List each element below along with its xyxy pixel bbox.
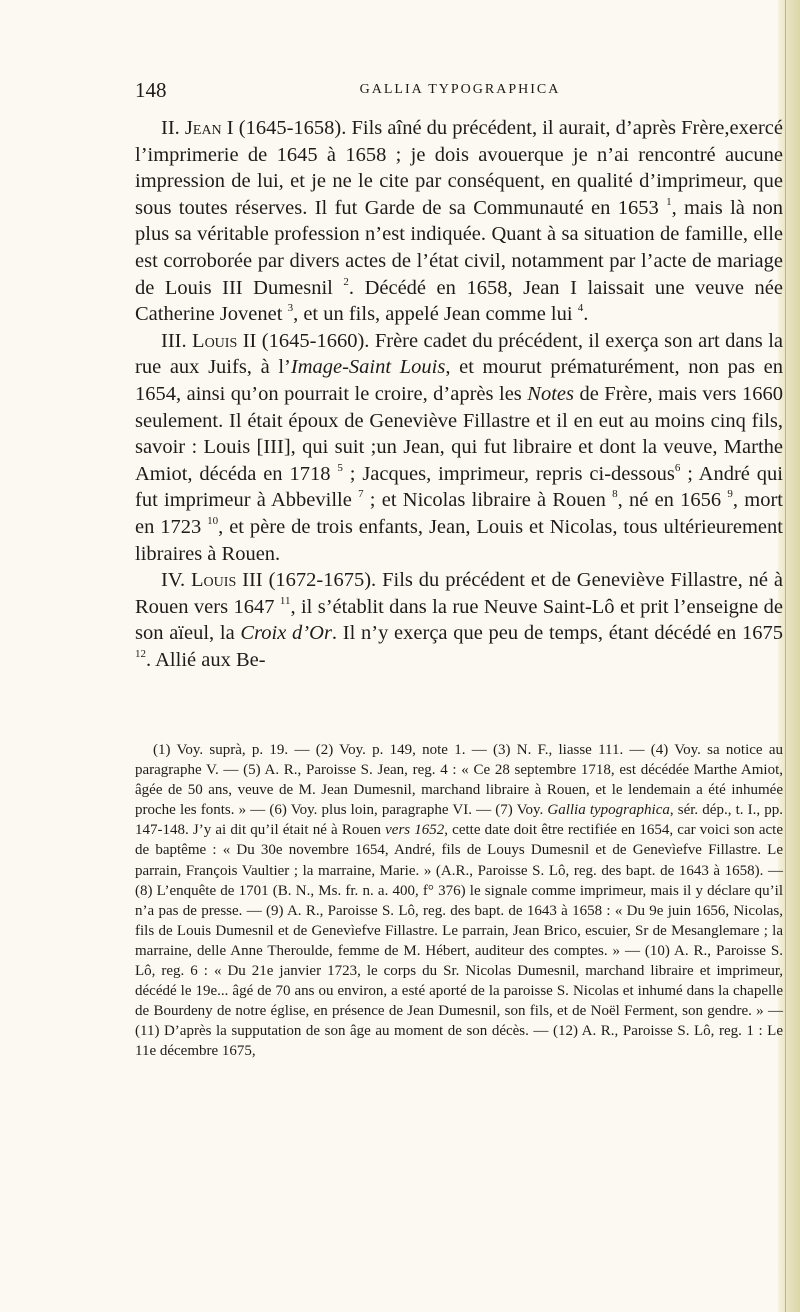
- footnote-ref: 5: [337, 461, 343, 474]
- footnotes: [135, 740, 783, 1062]
- text-run: . Décédé en 1658, Jean I laissait une veuve née Catherine Jovenet: [135, 276, 783, 326]
- footnote-text: , sér. dép., t. I., pp. 147-148. J’y ai dit qu’il était né à Rouen: [135, 802, 784, 839]
- footnote-ref: 6: [674, 461, 681, 474]
- text-run: ; André qui fut imprimeur à Abbeville: [135, 462, 783, 512]
- text-run: , mais là non plus sa véritable profession n’est indiquée. Quant à sa situation de famille, elle est corroborée par divers actes de l’état civil, notamment par l’acte de mariage de Louis III Dumesnil: [135, 196, 783, 299]
- entry-name: II. Jean I: [161, 117, 234, 139]
- footnote-block: [135, 740, 783, 1062]
- text-run: ; et Nicolas libraire à Rouen: [363, 489, 613, 512]
- text-run: . Il n’y exerça que peu de temps, étant décédé en 1675: [331, 622, 783, 645]
- text-run: (1672-1675). Fils du précédent et de Geneviève Fillastre, né à Rouen vers 1647: [135, 569, 783, 618]
- main-text: [135, 115, 783, 673]
- italic-text: Notes: [527, 382, 574, 405]
- footnote-ref: 4: [577, 302, 584, 315]
- italic-text: vers 1652: [385, 822, 445, 839]
- footnote-ref: 8: [612, 488, 618, 501]
- text-run: , mort en 1723: [135, 489, 784, 538]
- footnote-ref: 12: [135, 647, 146, 660]
- footnote-ref: 10: [207, 514, 219, 527]
- entry-name: III. Louis II: [161, 329, 257, 352]
- footnote-text: (1) Voy. suprà, p. 19. — (2) Voy. p. 149, note 1. — (3) N. F., liasse 111. — (4) Voy. sa notice au paragraphe V. — (5) A. R., Paroisse S. Jean, reg. 4 : « Ce 28 septembre 1718, est décédée Marthe Amiot, âgée de 50 ans, veuve de M. Jean Dumesnil, marchand libraire à Rouen, et le lendemain a été inhumée proche les fonts. » — (6) Voy. plus loin, paragraphe VI. — (7) Voy.: [135, 742, 783, 819]
- page-edge-line: [785, 0, 786, 1312]
- footnote-ref: 11: [279, 594, 291, 607]
- text-run: , et père de trois enfants, Jean, Louis et Nicolas, tous ultérieurement libraires à Rouen.: [135, 515, 783, 565]
- page-number: 148: [135, 78, 167, 102]
- text-run: , né en 1656: [617, 489, 728, 512]
- italic-text: Gallia typographica: [547, 802, 670, 819]
- paragraph-louis-iii: [135, 567, 783, 673]
- text-run: , il s’établit dans la rue Neuve Saint-Lô et prit l’enseigne de son aïeul, la: [135, 595, 783, 645]
- footnote-ref: 9: [727, 488, 733, 501]
- paragraph-jean-i: [135, 115, 783, 328]
- text-run: , et mourut prématurément, non pas en 1654, ainsi qu’on pourrait le croire, d’après les: [135, 356, 784, 405]
- text-run: ; Jacques, imprimeur, repris ci-dessous: [342, 462, 675, 485]
- text-run: (1645-1660). Frère cadet du précédent, il exerça son art dans la rue aux Juifs, à l’: [135, 329, 783, 379]
- paragraph-louis-ii: [135, 328, 783, 567]
- italic-text: Image-Saint Louis: [290, 356, 446, 379]
- text-run: (1645-1658). Fils aîné du précédent, il aurait, d’après Frère,exercé l’imprimerie de 1645 à 1658 ; je dois avouerque je n’ai rencontré aucune impression de lui, et je ne le cite par conséquent, en qualité d’imprimeur, que sous toutes réserves. Il fut Garde de sa Communauté en 1653: [135, 117, 783, 219]
- text-run: , et un fils, appelé Jean comme lui: [293, 303, 578, 326]
- footnote-ref: 2: [343, 275, 349, 288]
- footnote-text: , cette date doit être rectifiée en 1654, car voici son acte de baptême : « Du 30e novembre 1654, André, fils de Louys Dumesnil et de Genevìefve Fillastre. Le parrain, François Vaultier ; la marraine, Marie. » (A.R., Paroisse S. Lô, reg. des bapt. de 1643 à 1658). — (8) L’enquête de 1701 (B. N., Ms. fr. n. a. 400, f° 376) le signale comme imprimeur, mais il y déclare qu’il n’a pas de presse. — (9) A. R., Paroisse S. Lô, reg. des bapt. de 1643 à 1658 : « Du 9e juin 1656, Nicolas, fils de Louis Dumesnil et de Genevìefve Fillastre. Le parrain, Jean Brico, escuier, Sr de Mesanglemare ; la marraine, delle Anne Theroulde, femme de M. Hébert, auditeur des comptes. » — (10) A. R., Paroisse S. Lô, reg. 6 : « Du 21e janvier 1723, le corps du Sr. Nicolas Dumesnil, marchand libraire et imprimeur, décédé le 19e... âgé de 70 ans ou environ, a esté aporté de la paroisse S. Nicolas et inhumé dans la chapelle de Bourdeny de notre église, en présence de Jean Dumesnil, son fils, et de Noël Ferment, son gendre. » — (11) D’après la supputation de son âge au moment de son décès. — (12) A. R., Paroisse S. Lô, reg. 1 : Le 11e décembre 1675,: [135, 822, 783, 1060]
- italic-text: Croix d’Or: [240, 622, 332, 645]
- text-run: . Allié aux Be-: [146, 648, 266, 671]
- footnote-ref: 3: [287, 302, 294, 315]
- text-run: .: [583, 303, 589, 326]
- footnote-ref: 7: [358, 488, 364, 501]
- text-run: de Frère, mais vers 1660 seulement. Il était époux de Geneviève Fillastre et il en eut au moins cinq fils, savoir : Louis [III], qui suit ;un Jean, qui fut libraire et dont la veuve, Marthe Amiot, décéda en 1718: [135, 382, 783, 485]
- entry-name: IV. Louis III: [161, 569, 263, 592]
- footnote-ref: 1: [666, 195, 672, 208]
- running-title: GALLIA TYPOGRAPHICA: [359, 82, 561, 97]
- running-head: [135, 78, 785, 102]
